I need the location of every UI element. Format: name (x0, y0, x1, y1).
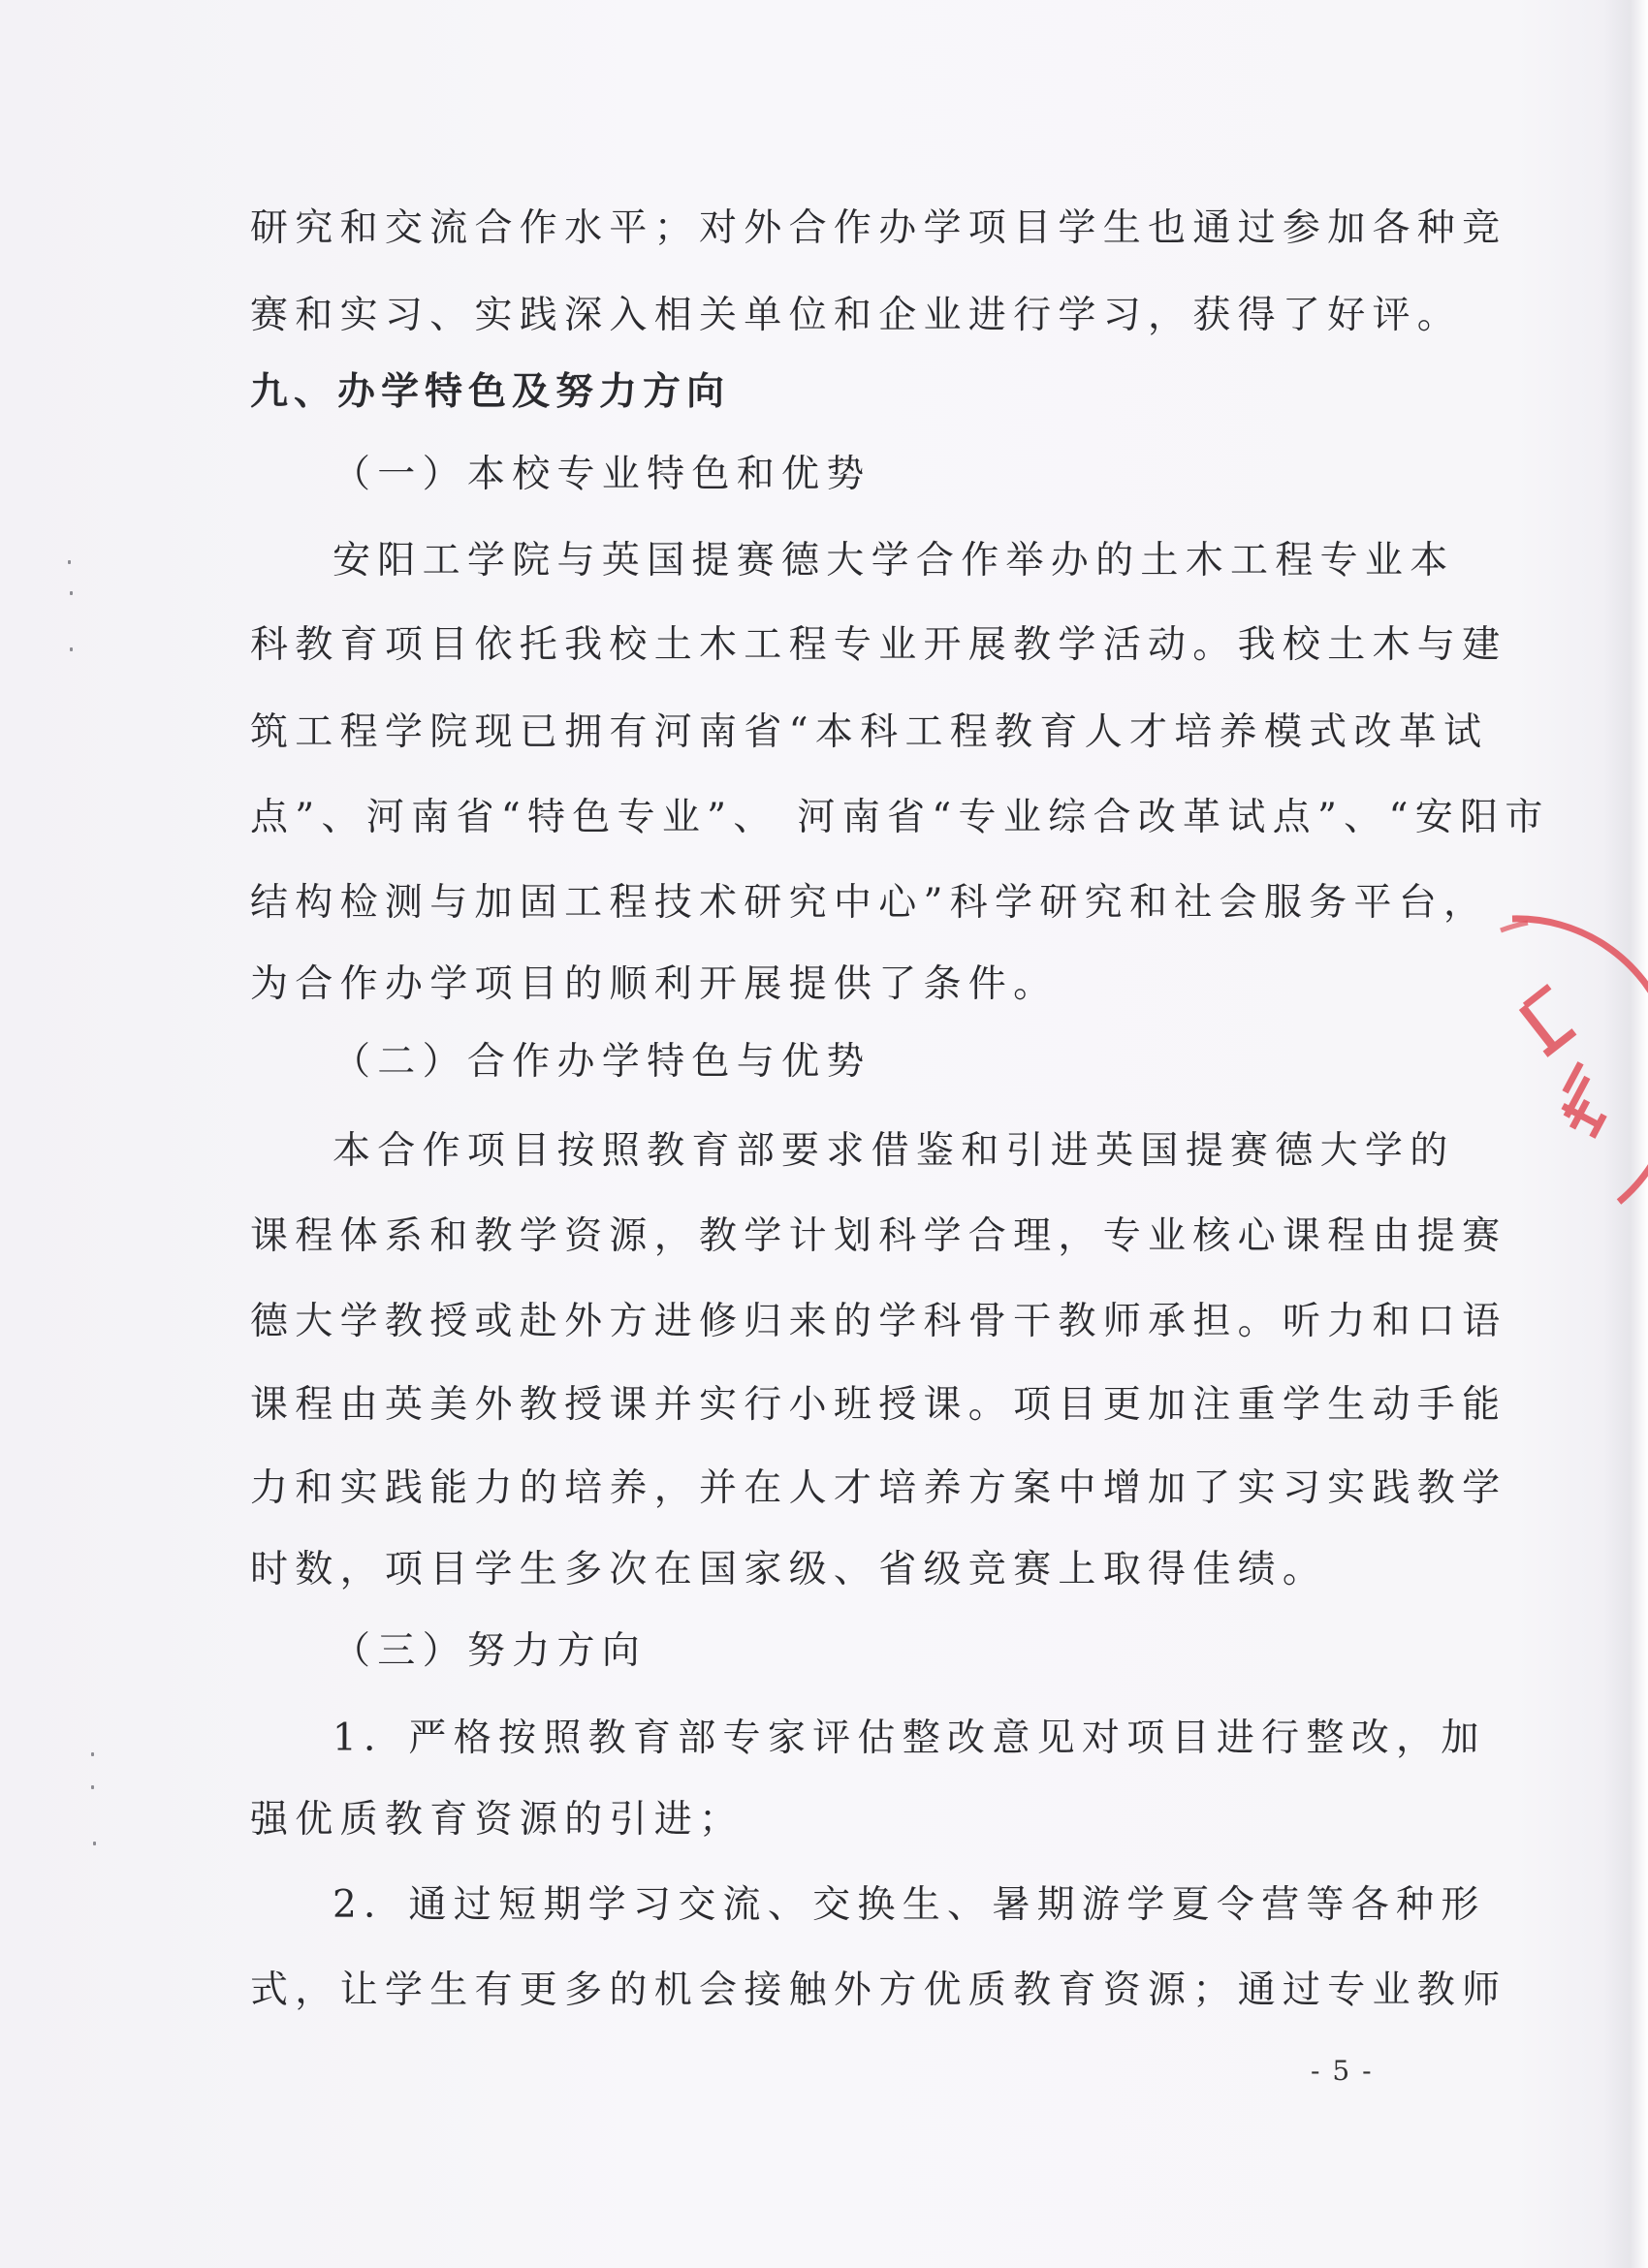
text-line: 1．严格按照教育部专家评估整改意见对项目进行整改，加 (333, 1717, 1486, 1760)
text-line: 课程体系和教学资源，教学计划科学合理，专业核心课程由提赛 (250, 1214, 1507, 1258)
subsection-heading: （三）努力方向 (333, 1629, 648, 1673)
scan-speck (68, 560, 71, 564)
subsection-heading: （二）合作办学特色与优势 (333, 1040, 872, 1084)
section-heading: 九、办学特色及努力方向 (250, 369, 731, 414)
text-line: 点”、河南省“特色专业”、 河南省“专业综合改革试点”、“安阳市 (250, 796, 1550, 839)
text-line: 本合作项目按照教育部要求借鉴和引进英国提赛德大学的 (333, 1129, 1455, 1173)
text-line: 式，让学生有更多的机会接触外方优质教育资源；通过专业教师 (250, 1969, 1507, 2012)
scan-speck (91, 1752, 94, 1756)
scan-speck (70, 591, 73, 595)
scan-speck (70, 647, 73, 651)
text-line: 2．通过短期学习交流、交换生、暑期游学夏令营等各种形 (333, 1883, 1486, 1927)
text-line: 时数，项目学生多次在国家级、省级竞赛上取得佳绩。 (250, 1548, 1328, 1591)
text-line: 筑工程学院现已拥有河南省“本科工程教育人才培养模式改革试 (250, 710, 1489, 754)
text-line: 安阳工学院与英国提赛德大学合作举办的土木工程专业本 (333, 539, 1455, 583)
text-line: 力和实践能力的培养，并在人才培养方案中增加了实习实践教学 (250, 1466, 1507, 1510)
subsection-heading: （一）本校专业特色和优势 (333, 453, 872, 496)
text-line: 科教育项目依托我校土木工程专业开展教学活动。我校土木与建 (250, 623, 1507, 667)
scan-speck (93, 1842, 96, 1845)
text-line: 课程由英美外教授课并实行小班授课。项目更加注重学生动手能 (250, 1383, 1507, 1427)
text-line: 结构检测与加固工程技术研究中心”科学研究和社会服务平台， (250, 881, 1489, 925)
text-line: 研究和交流合作水平；对外合作办学项目学生也通过参加各种竞 (250, 206, 1507, 250)
scan-speck (91, 1785, 94, 1789)
page-number: - 5 - (1311, 2055, 1374, 2087)
text-line: 强优质教育资源的引进； (250, 1798, 745, 1842)
red-seal-stamp (1493, 911, 1648, 1212)
text-line: 为合作办学项目的顺利开展提供了条件。 (250, 962, 1059, 1006)
text-line: 德大学教授或赴外方进修归来的学科骨干教师承担。听力和口语 (250, 1300, 1507, 1343)
text-line: 赛和实习、实践深入相关单位和企业进行学习，获得了好评。 (250, 294, 1463, 337)
